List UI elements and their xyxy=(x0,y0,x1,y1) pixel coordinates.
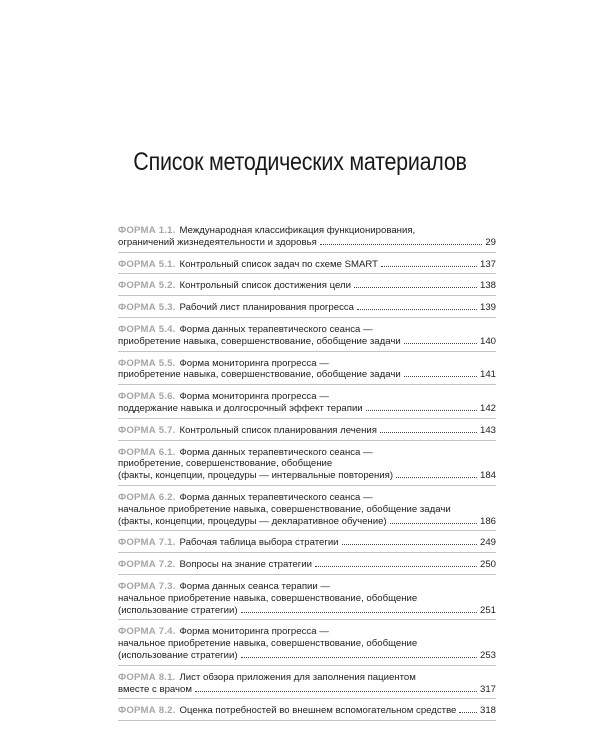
entry-title-text: Рабочий лист планирования прогресса xyxy=(179,302,355,314)
toc-entry[interactable] xyxy=(118,672,496,700)
entry-title-text: ограничений жизнедеятельности и здоровья xyxy=(118,236,317,248)
page-number: 142 xyxy=(479,402,496,414)
page-number: 138 xyxy=(479,280,496,292)
dot-leader xyxy=(320,243,483,245)
entry-title-text: Международная классификация функционирования, xyxy=(179,225,416,236)
form-label: ФОРМА 6.2. xyxy=(118,491,176,503)
toc-entry-line xyxy=(118,237,496,249)
toc-entry-line xyxy=(118,225,496,237)
toc-entry[interactable] xyxy=(118,425,496,441)
toc-entry-line xyxy=(118,537,496,549)
entry-title-text: (использование стратегии) xyxy=(118,604,238,616)
form-label: ФОРМА 5.7. xyxy=(118,424,176,436)
toc-entry-line xyxy=(118,516,496,528)
toc-entry-line xyxy=(118,336,496,348)
page-number: 143 xyxy=(479,424,496,436)
page-number: 253 xyxy=(479,649,496,661)
toc-entry[interactable] xyxy=(118,280,496,296)
entry-title-text: Форма мониторинга прогресса — xyxy=(179,626,329,638)
entry-title-text: Форма мониторинга прогресса — xyxy=(179,357,329,369)
entry-title-text: начальное приобретение навыка, совершенствование, обобщение xyxy=(118,592,418,604)
dot-leader xyxy=(459,711,477,713)
dot-leader xyxy=(366,409,477,411)
toc-entry-line xyxy=(118,447,496,459)
toc-entry[interactable] xyxy=(118,447,496,486)
page-number: 249 xyxy=(479,537,496,549)
page-number: 251 xyxy=(479,604,496,616)
page-title: Список методических материалов xyxy=(133,148,467,176)
table-of-contents xyxy=(118,225,496,727)
toc-entry-line xyxy=(118,650,496,662)
dot-leader xyxy=(380,431,477,433)
form-label: ФОРМА 5.4. xyxy=(118,323,176,335)
toc-entry[interactable] xyxy=(118,581,496,620)
toc-entry-line xyxy=(118,626,496,638)
dot-leader xyxy=(354,286,477,288)
toc-entry-line xyxy=(118,581,496,593)
toc-entry-line xyxy=(118,259,496,271)
form-label: ФОРМА 1.1. xyxy=(118,225,176,236)
page-number: 186 xyxy=(479,515,496,527)
toc-entry-line xyxy=(118,358,496,370)
page-number: 29 xyxy=(485,236,496,248)
entry-title-text: Форма данных сеанса терапии — xyxy=(179,580,330,592)
entry-title-text: начальное приобретение навыка, совершенствование, обобщение задачи xyxy=(118,503,451,515)
toc-entry[interactable] xyxy=(118,324,496,352)
entry-title-text: приобретение навыка, совершенствование, обобщение задачи xyxy=(118,335,401,347)
toc-entry[interactable] xyxy=(118,225,496,253)
page-number: 141 xyxy=(479,369,496,381)
form-label: ФОРМА 5.1. xyxy=(118,258,176,270)
toc-entry-line xyxy=(118,672,496,684)
toc-entry-line xyxy=(118,492,496,504)
toc-entry[interactable] xyxy=(118,537,496,553)
form-label: ФОРМА 7.3. xyxy=(118,580,176,592)
form-label: ФОРМА 5.3. xyxy=(118,302,176,314)
toc-entry-line xyxy=(118,403,496,415)
toc-entry-line xyxy=(118,504,496,516)
toc-entry-line xyxy=(118,593,496,605)
toc-entry-line xyxy=(118,302,496,314)
toc-entry-line xyxy=(118,369,496,381)
dot-leader xyxy=(342,543,477,545)
page-number: 250 xyxy=(479,559,496,571)
toc-entry[interactable] xyxy=(118,705,496,721)
toc-entry[interactable] xyxy=(118,391,496,419)
dot-leader xyxy=(241,656,477,658)
toc-entry-line xyxy=(118,605,496,617)
toc-entry[interactable] xyxy=(118,358,496,386)
page-number: 137 xyxy=(479,258,496,270)
toc-entry-line xyxy=(118,324,496,336)
toc-entry-line xyxy=(118,470,496,482)
entry-title-text: (факты, концепции, процедуры — декларативное обучение) xyxy=(118,515,387,527)
dot-leader xyxy=(241,611,477,613)
form-label: ФОРМА 5.5. xyxy=(118,357,176,369)
toc-entry-line xyxy=(118,638,496,650)
entry-title-text: начальное приобретение навыка, совершенствование, обобщение xyxy=(118,638,418,650)
form-label: ФОРМА 8.2. xyxy=(118,705,176,717)
page-number: 140 xyxy=(479,335,496,347)
entry-title-text: (факты, концепции, процедуры — интервальные повторения) xyxy=(118,470,394,482)
dot-leader xyxy=(381,265,477,267)
entry-title-text: Оценка потребностей во внешнем вспомогательном средстве xyxy=(179,705,457,717)
entry-title-text: Вопросы на знание стратегии xyxy=(179,559,312,571)
toc-entry[interactable] xyxy=(118,492,496,531)
page-number: 139 xyxy=(479,302,496,314)
dot-leader xyxy=(404,375,477,377)
form-label: ФОРМА 7.4. xyxy=(118,626,176,638)
toc-entry[interactable] xyxy=(118,626,496,665)
toc-entry-line xyxy=(118,280,496,292)
dot-leader xyxy=(390,522,477,524)
entry-title-text: Форма данных терапевтического сеанса — xyxy=(179,323,373,335)
form-label: ФОРМА 7.1. xyxy=(118,537,176,549)
entry-title-text: Форма данных терапевтического сеанса — xyxy=(179,491,373,503)
entry-title-text: Контрольный список планирования лечения xyxy=(179,424,377,436)
dot-leader xyxy=(357,308,477,310)
entry-title-text: приобретение навыка, совершенствование, обобщение задачи xyxy=(118,369,401,381)
toc-entry[interactable] xyxy=(118,559,496,575)
entry-title-text: Контрольный список задач по схеме SMART xyxy=(179,258,378,270)
entry-title-text: Лист обзора приложения для заполнения пациентом xyxy=(179,671,416,683)
form-label: ФОРМА 5.2. xyxy=(118,280,176,292)
toc-entry-line xyxy=(118,425,496,437)
dot-leader xyxy=(195,690,477,692)
form-label: ФОРМА 8.1. xyxy=(118,671,176,683)
entry-title-text: вместе с врачом xyxy=(118,683,192,695)
entry-title-text: поддержание навыка и долгосрочный эффект терапии xyxy=(118,402,363,414)
dot-leader xyxy=(404,342,477,344)
toc-entry-line xyxy=(118,559,496,571)
toc-entry-line xyxy=(118,705,496,717)
toc-entry-line xyxy=(118,458,496,470)
toc-entry[interactable] xyxy=(118,259,496,275)
toc-entry[interactable] xyxy=(118,302,496,318)
entry-title-text: Контрольный список достижения цели xyxy=(179,280,351,292)
page-number: 184 xyxy=(479,470,496,482)
entry-title-text: Рабочая таблица выбора стратегии xyxy=(179,537,339,549)
toc-entry-line xyxy=(118,391,496,403)
dot-leader xyxy=(396,476,477,478)
page-number: 317 xyxy=(479,683,496,695)
entry-title-text: приобретение, совершенствование, обобщение xyxy=(118,458,333,470)
dot-leader xyxy=(315,565,477,567)
entry-title-text: Форма мониторинга прогресса — xyxy=(179,391,329,403)
toc-entry-line xyxy=(118,684,496,696)
entry-title-text: Форма данных терапевтического сеанса — xyxy=(179,446,373,458)
form-label: ФОРМА 6.1. xyxy=(118,446,176,458)
form-label: ФОРМА 7.2. xyxy=(118,559,176,571)
form-label: ФОРМА 5.6. xyxy=(118,391,176,403)
page-number: 318 xyxy=(479,705,496,717)
entry-title-text: (использование стратегии) xyxy=(118,649,238,661)
